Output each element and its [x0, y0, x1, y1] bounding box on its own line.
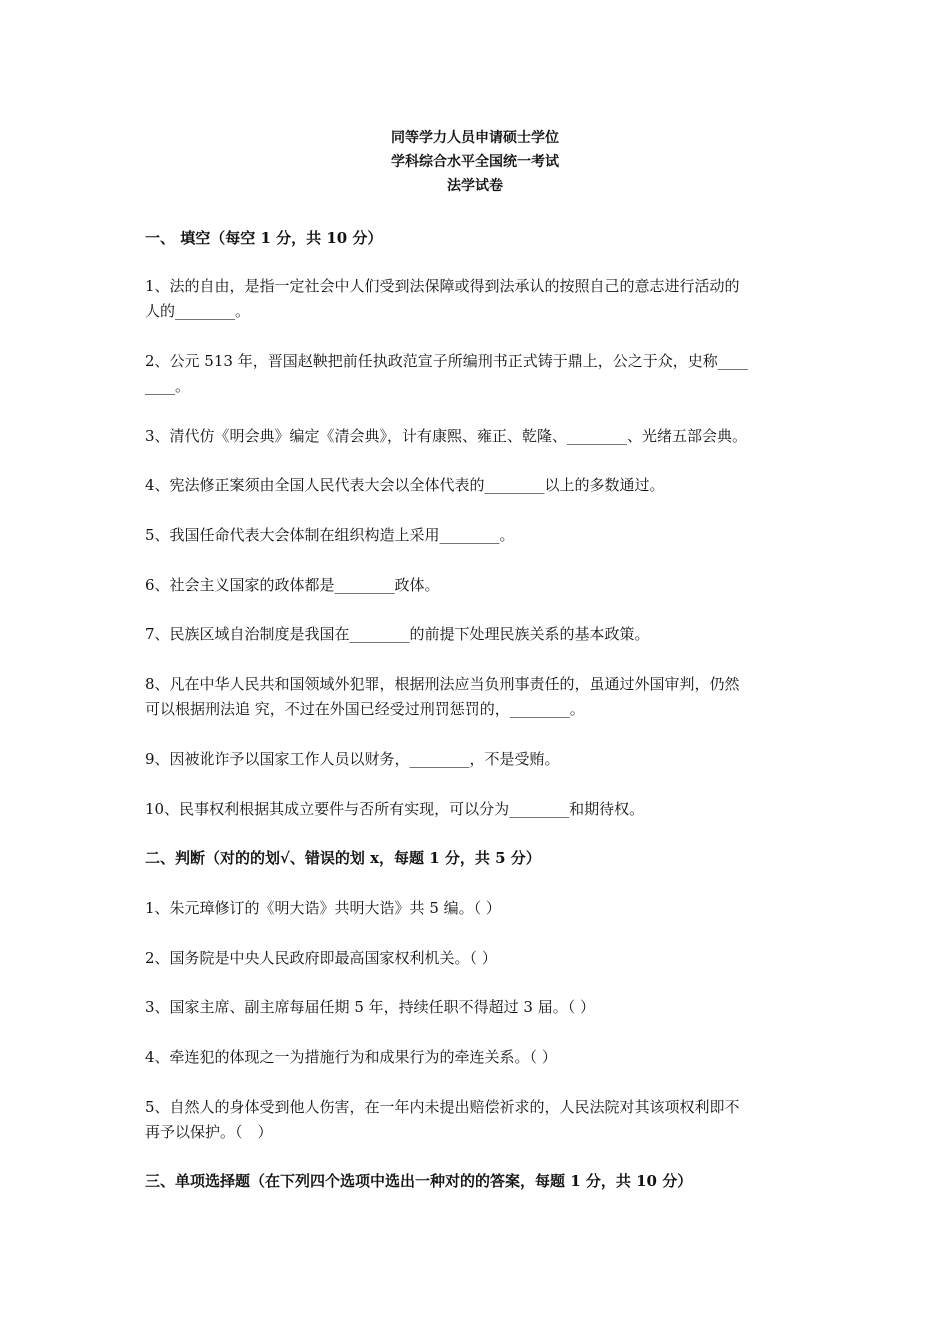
question-text: 2、国务院是中央人民政府即最高国家权利机关。（ ）: [145, 949, 497, 967]
question-text: 3、国家主席、副主席每届任期 5 年，持续任职不得超过 3 届。（ ）: [145, 998, 595, 1016]
question-text: 9、因被讹诈予以国家工作人员以财务，________，不是受贿。: [145, 750, 560, 768]
title-line-2: 学科综合水平全国统一考试: [391, 154, 559, 170]
section-heading-single-choice: 三、单项选择题（在下列四个选项中选出一种对的的答案，每题 1 分，共 10 分）: [145, 1172, 693, 1190]
question-text: 6、社会主义国家的政体都是________政体。: [145, 576, 440, 594]
question-text: 1、朱元璋修订的《明大诰》共明大诰》共 5 编。（ ）: [145, 899, 501, 917]
title-line-1: 同等学力人员申请硕士学位: [391, 130, 559, 146]
question-text: 人的________。: [145, 302, 251, 320]
question-text: 7、民族区域自治制度是我国在________的前提下处理民族关系的基本政策。: [145, 625, 650, 643]
question-text: 可以根据刑法追 究，不过在外国已经受过刑罚惩罚的，________。: [145, 700, 585, 718]
question-text: 10、民事权利根据其成立要件与否所有实现，可以分为________和期待权。: [145, 800, 645, 818]
question-text: ____。: [145, 377, 191, 395]
question-text: 8、凡在中华人民共和国领域外犯罪，根据刑法应当负刑事责任的，虽通过外国审判，仍然: [145, 675, 740, 693]
question-text: 4、牵连犯的体现之一为措施行为和成果行为的牵连关系。（ ）: [145, 1048, 557, 1066]
question-text: 5、自然人的身体受到他人伤害，在一年内未提出赔偿祈求的，人民法院对其该项权利即不: [145, 1098, 740, 1116]
section-heading-fill-blank: 一、 填空（每空 1 分，共 10 分）: [145, 229, 383, 247]
title-line-3: 法学试卷: [447, 178, 503, 194]
exam-title: [0, 126, 950, 198]
question-text: 2、公元 513 年，晋国赵鞅把前任执政范宣子所编刑书正式铸于鼎上，公之于众，史称____: [145, 352, 748, 370]
question-text: 1、法的自由，是指一定社会中人们受到法保障或得到法承认的按照自己的意志进行活动的: [145, 277, 740, 295]
question-text: 4、宪法修正案须由全国人民代表大会以全体代表的________以上的多数通过。: [145, 476, 665, 494]
question-text: 再予以保护。（ ）: [145, 1123, 273, 1141]
question-text: 3、清代仿《明会典》编定《清会典》，计有康熙、雍正、乾隆、________、光绪五部会典。: [145, 427, 748, 445]
section-heading-true-false: 二、判断（对的的划√、错误的划 x，每题 1 分，共 5 分）: [145, 849, 541, 867]
question-text: 5、我国任命代表大会体制在组织构造上采用________。: [145, 526, 515, 544]
